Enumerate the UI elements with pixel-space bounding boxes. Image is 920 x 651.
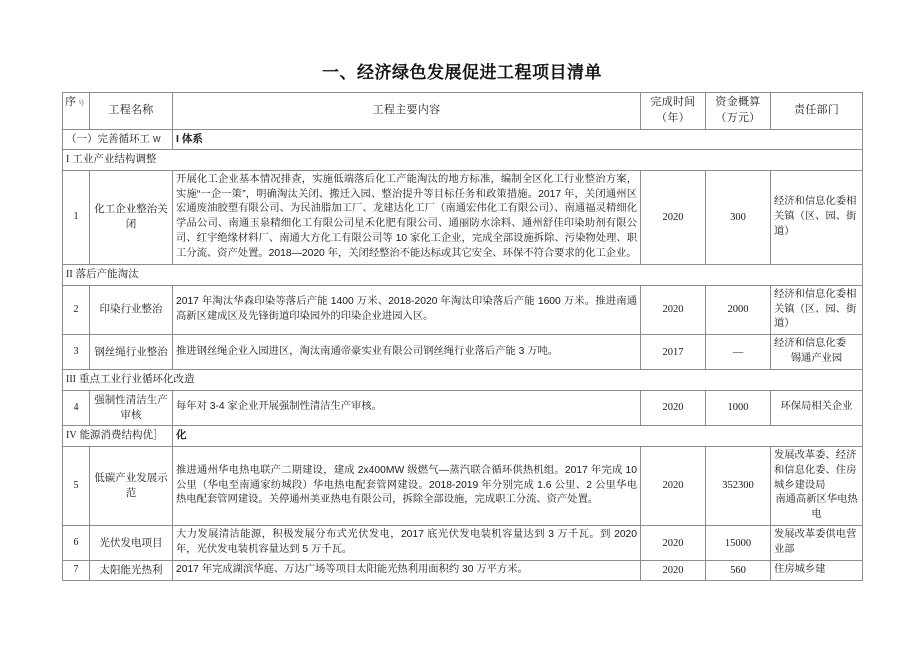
row-cost: 15000 [706, 526, 771, 561]
column-header-cost: 资金概算 （万元） [706, 93, 771, 130]
subsection-numeral: I [66, 154, 70, 166]
row-seq: 5 [63, 446, 90, 526]
row-cost: 300 [706, 170, 771, 265]
subsection-band-label: III 重点工业行业循环化改造 [63, 370, 863, 391]
row-content: 2017 年完成湖滨华庭、万达广场等项目太阳能光热利用面积约 30 万平方米。 [173, 561, 641, 581]
subsection-band-continuation: 化 [173, 426, 863, 447]
row-name: 印染行业整治 [90, 285, 173, 335]
row-content: 推进钢丝绳企业入园进区，淘汰南通帝豪实业有限公司钢丝绳行业落后产能 3 万吨。 [173, 335, 641, 370]
row-content: 每年对 3-4 家企业开展强制性清洁生产审核。 [173, 390, 641, 425]
row-seq: 2 [63, 285, 90, 335]
subsection-band-row [63, 370, 863, 391]
row-name: 太阳能光热利 [90, 561, 173, 581]
column-header-seq: 序 号 [63, 93, 90, 130]
table-row [63, 285, 863, 335]
section-band-row [63, 129, 863, 149]
row-dept-main: 发展改革委、经济和信息化委、住房城乡建设局 [774, 449, 857, 491]
row-cost: — [706, 335, 771, 370]
row-name: 钢丝绳行业整治 [90, 335, 173, 370]
row-dept-main: 经济和信息化委 [774, 338, 847, 350]
row-seq: 1 [63, 170, 90, 265]
section-band-label: （一）完善循环工 W [63, 129, 173, 149]
row-dept: 经济和信息化委相关镇（区、园、街道） [771, 285, 863, 335]
row-content: 大力发展清洁能源，积极发展分布式光伏发电，2017 底光伏发电装机容量达到 3 万千瓦。到 2020 年，光伏发电装机容量达到 5 万千瓦。 [173, 526, 641, 561]
project-list-table [62, 92, 863, 581]
row-year: 2020 [641, 390, 706, 425]
subsection-numeral: IV [66, 430, 77, 442]
row-name: 化工企业整治关闭 [90, 170, 173, 265]
subsection-numeral: II [66, 269, 73, 281]
section-band-suffix: W [153, 134, 161, 144]
row-dept: 住房城乡建 [771, 561, 863, 581]
page-title: 一、经济绿色发展促进工程项目清单 [322, 63, 602, 82]
subsection-band-row [63, 426, 863, 447]
table-row [63, 526, 863, 561]
row-dept-extra: 锡通产业园 [790, 353, 843, 365]
row-name: 低碳产业发展示范 [90, 446, 173, 526]
row-cost: 560 [706, 561, 771, 581]
row-dept: 发展改革委供电营业部 [771, 526, 863, 561]
row-dept: 环保局相关企业 [771, 390, 863, 425]
column-header-name: 工程名称 [90, 93, 173, 130]
subsection-band-label: II 落后产能淘汰 [63, 265, 863, 286]
row-dept [771, 446, 863, 526]
table-header-row [63, 93, 863, 130]
table-row [63, 170, 863, 265]
column-header-year: 完成时间 （年） [641, 93, 706, 130]
row-cost: 2000 [706, 285, 771, 335]
row-seq: 3 [63, 335, 90, 370]
row-year: 2020 [641, 526, 706, 561]
subsection-band-label: I 工业产业结构调整 [63, 150, 863, 171]
column-header-dept: 责任部门 [771, 93, 863, 130]
row-name: 强制性清洁生产审核 [90, 390, 173, 425]
table-row [63, 446, 863, 526]
row-year: 2020 [641, 285, 706, 335]
row-year: 2020 [641, 561, 706, 581]
row-dept [771, 335, 863, 370]
column-header-seq-mark: 号 [78, 101, 85, 107]
table-row [63, 335, 863, 370]
subsection-band-label: IV 能源消费结构优］ [63, 426, 173, 447]
row-name: 光伏发电项目 [90, 526, 173, 561]
subsection-band-row [63, 265, 863, 286]
row-content: 推进通州华电热电联产二期建设，建成 2x400MW 级燃气—蒸汽联合循环供热机组。2017 年完成 10 公里（华电至南通家纺城段）华电热电配套管网建设。2018-2019 年分别完成 1.6 公里、2 公里华电热电配套管网建设。关停通州美亚热电有限公司，拆除全部设施，完成职工分流、资产处置。 [173, 446, 641, 526]
row-year: 2017 [641, 335, 706, 370]
row-seq: 4 [63, 390, 90, 425]
subsection-numeral: III [66, 374, 76, 386]
column-header-content: 工程主要内容 [173, 93, 641, 130]
section-band-continuation: I 体系 [173, 129, 863, 149]
row-year: 2020 [641, 170, 706, 265]
row-cost: 1000 [706, 390, 771, 425]
row-seq: 6 [63, 526, 90, 561]
table-row [63, 390, 863, 425]
row-cost: 352300 [706, 446, 771, 526]
row-year: 2020 [641, 446, 706, 526]
row-dept-extra: 南通高新区华电热电 [775, 494, 858, 521]
table-row [63, 561, 863, 581]
row-dept: 经济和信息化委相关镇（区、园、街道） [771, 170, 863, 265]
row-content: 开展化工企业基本情况排查，实施低端落后化工产能淘汰的地方标准，编制全区化工行业整治方案，实施“一企一策”，明确淘汰关闭、搬迁入园、整治提升等目标任务和政策措施。2017 年，关闭通州区宏通废油胶塑有限公司、为民油脂加工厂、龙建达化工厂（南通宏伟化工有限公司）、南通福灵精细化学品公司、南通玉泉精细化工有限公司星禾化肥有限公司、通丽防水涂料、通州舒佳印染助剂有限公司、红宇绝缘材料厂、南通大方化工有限公司等 10 家化工企业，完成全部设施拆除、污染物处理、职工分流、资产处置。2018—2020 年，关闭经整治不能达标或其它安全、环保不符合要求的化工企业。 [173, 170, 641, 265]
row-seq: 7 [63, 561, 90, 581]
subsection-band-row [63, 150, 863, 171]
row-content: 2017 年淘汰华森印染等落后产能 1400 万米、2018-2020 年淘汰印染落后产能 1600 万米。推进南通高新区建成区及先锋街道印染园外的印染企业进园入区。 [173, 285, 641, 335]
